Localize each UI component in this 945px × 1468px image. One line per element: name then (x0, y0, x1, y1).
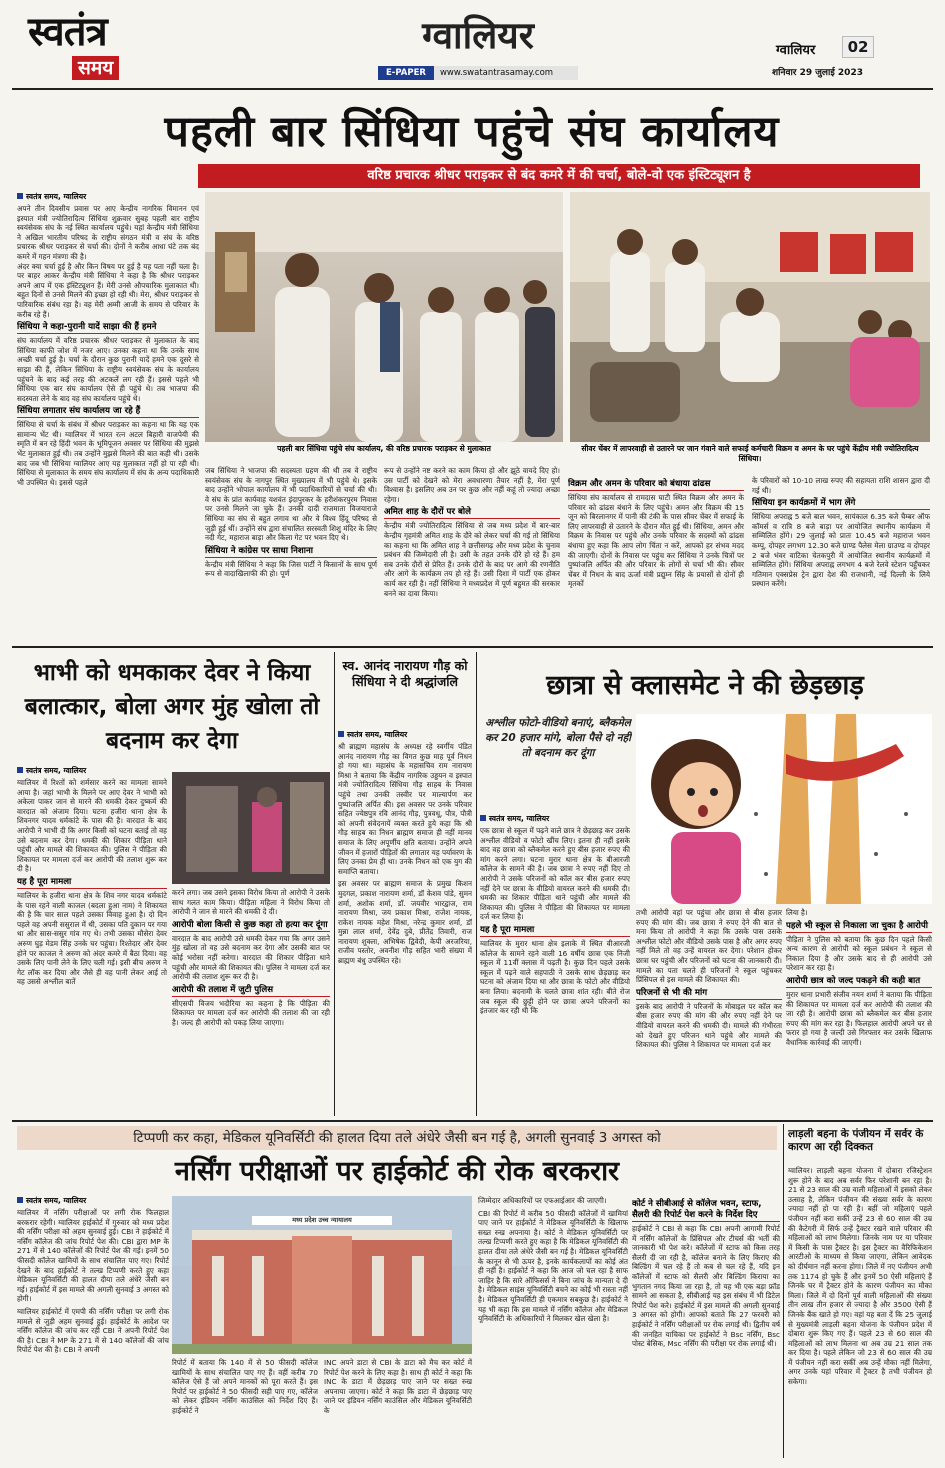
story4-column-3 (786, 908, 932, 1116)
masthead-divider (12, 88, 933, 90)
family-visit-photo-illustration (570, 192, 930, 442)
lead-subhead: सिंधिया इन कार्यक्रमों में भाग लेंगे (752, 498, 930, 510)
city-title: ग्वालियर (422, 14, 534, 57)
story3-headline: स्व. आनंद नारायण गौड़ को सिंधिया ने दी श्रद्धांजलि (342, 658, 468, 689)
story5-subhead: कोर्ट ने सीबीआई से कॉलेज भवन, स्टाफ, सैलरी की रिपोर्ट पेश करने के निर्देश दिए (632, 1199, 780, 1222)
lead-subhead: विक्रम और अमन के परिवार को बंधाया ढांढस (568, 479, 744, 491)
epaper-label: E-PAPER (378, 66, 434, 80)
lead-paragraph: सिंधिया अपराह्न 5 बजे बाल भवन, सायंकाल 6.35 बजे चैम्बर ऑफ कॉमर्स व रात्रि 8 बजे बाड़ा पर आयोजित स्थानीय कार्यक्रम में सम्मिलित होंगे। 29 जुलाई को प्रातः 10.45 बजे महाराज भवन कम्पू, दोपहर लगभग 12.30 बजे ग्राण्ड पैलेस मेला ग्राउण्ड व दोपहर 2 बजे भंवर वाटिका चेतकपुरी में आयोजित स्थानीय कार्यक्रमों में सम्मिलित होंगे। सिंधिया अपराह्न लगभग 4 बजे रेलवे स्टेशन पहुँचकर गतिमान एक्सप्रेस ट्रेन द्वारा देश की राजधानी, नई दिल्ली के लिये प्रस्थान करेंगे। (752, 512, 930, 589)
lead-subhead: सिंधिया लगातार संघ कार्यालय जा रहे हैं (17, 406, 199, 418)
story2-column-2 (172, 888, 330, 1116)
story5-paragraph: ग्वालियर हाईकोर्ट में एमपी की नर्सिंग परीक्षा पर लगी रोक मामले से जुड़ी अहम सुनवाई हुई। हाईकोर्ट के आदेश पर नर्सिंग कॉलेज की जांच कर रही CBI ने अपनी रिपोर्ट पेश की है। CBI ने MP के 271 में से 140 कॉलेजों की जांच रिपोर्ट पेश की है। CBI ने अपनी (17, 1306, 169, 1355)
meeting-photo-illustration (205, 192, 563, 442)
column-divider (783, 1124, 784, 1458)
epaper-bar (378, 66, 578, 80)
story5-headline: नर्सिंग परीक्षाओं पर हाईकोर्ट की रोक बरकरार (174, 1156, 620, 1187)
story2-paragraph: सीएसपी विजय भदौरिया का कहना है कि पीड़िता की शिकायत पर मामला दर्ज कर आरोपी की तलाश की जा रही है। जल्द ही आरोपी को पकड़ लिया जाएगा। (172, 998, 330, 1027)
story4-column-2 (636, 908, 782, 1116)
story2-paragraph: वारदात के बाद आरोपी उसे धमकी देकर गया कि अगर उसने मुंह खोला तो वह उसे बदनाम कर देगा और उसकी बात पर कोई भरोसा नहीं करेगा। वारदात की शिकार पीड़िता थाने पहुंची और मामले की शिकायत की। पुलिस ने मामला दर्ज कर आरोपी की तलाश शुरू कर दी है। (172, 933, 330, 982)
lead-paragraph: संघ कार्यालय में वरिष्ठ प्रचारक श्रीधर पराड़कर से मुलाकात के बाद सिंधिया काफी जोश में नजर आए। उनका कहना था कि उनके साथ अच्छी चर्चा हुई है। चर्चा के दौरान कुछ पुरानी यादें हमने एक दूसरे से साझा की हैं, लेकिन सिंधिया के राष्ट्रीय स्वयंसेवक संघ के कार्यालय पहुंचने के बाद कई तरह की अटकलें लग रही हैं। इससे पहले भी सिंधिया एक बार संघ कार्यालय ऐसे ही पहुंचे थे। तब भाजपा की सदस्यता लेने के बाद वह संघ कार्यालय पहुंचे थे। (17, 336, 199, 403)
lead-column-5 (752, 476, 930, 640)
story5-column-5 (632, 1196, 780, 1458)
column-divider (334, 652, 335, 1116)
issue-date: शनिवार 29 जुलाई 2023 (772, 68, 863, 78)
lead-column-1 (17, 192, 199, 640)
story2-subhead: आरोपी की तलाश में जुटी पुलिस (172, 985, 330, 997)
lead-photo-family-visit (570, 192, 930, 442)
story3-body (338, 730, 472, 1116)
lead-paragraph: अपने तीन दिवसीय प्रवास पर आए केन्द्रीय नागरिक विमानन एवं इस्पात मंत्री ज्योतिरादित्य सिंधिया शुक्रवार सुबह पहली बार राष्ट्रीय स्वयंसेवक संघ के नई स्थित कार्यालय पहुंचे। यहां केन्द्रीय मंत्री सिंधिया ने अखिल भारतीय परिषद के राष्ट्रीय संगठन मंत्री व संघ के वरिष्ठ प्रचारक श्रीधर पराड़कर से चर्चा की। दोनों ने करीब आधा घंटे तक बंद कमरे में गहन मंत्रणा की है। (17, 204, 199, 261)
story4-headline: छात्रा से क्लासमेट ने की छेड़छाड़ (546, 670, 864, 701)
lead-paragraph: अंदर क्या चर्चा हुई है और किन विषय पर हुई है यह पता नहीं चला है। पर बाहर आकर केन्द्रीय मंत्री सिंधिया ने कहा है कि श्रीधर पराड़कर अपने आप में एक इंस्टिट्यूशन हैं। मेरी उनसे औपचारिक मुलाकात थी। बहुत दिनों से उनसे मिलने की इच्छा हो रही थी। मेरा, श्रीधर पराड़कर से पारिवारिक संबंध रहा है। वह मेरी अम्मी आजी के समय से परिवार के करीब रहे हैं। (17, 261, 199, 319)
lead-subhead: अमित शाह के दौरों पर बोले (384, 507, 560, 519)
lead-photo1-caption: पहली बार सिंधिया पहुंचे संघ कार्यालय, की वरिष्ठ प्रचारक पराड़कर से मुलाकात (277, 444, 491, 453)
masthead (0, 0, 945, 92)
lead-column-3 (384, 466, 560, 640)
cartoon-illustration (636, 714, 932, 904)
story3-paragraph: इस अवसर पर ब्राह्मण समाज के प्रमुख किशन मुदगल, प्रकाश नारायण शर्मा, डॉ केशव पांडे, सुमन शर्मा, अशोक शर्मा, डॉ. जयवीर भारद्वाज, राम नारायण मिश्रा, जय प्रकाश मिश्रा, राजेश नायक, राकेश नायक महेश मिश्रा, नरेन्द्र कुमार शर्मा, डॉ मुन्ना लाल शर्मा, देवेंद्र दुबे, प्रीतेंद्र तिवारी, राज नारायण शुक्ला, अभिषेक द्विवेदी, केपी अरजरिया, राजीव पस्तोर, अवनीश गौड़ सहित भारी संख्या में ब्राह्मण बंधु उपस्थित रहे। (338, 879, 472, 966)
story3-paragraph: श्री ब्राह्मण महासंघ के अध्यक्ष रहे स्वर्गीय पंडित आनंद नारायण गौड़ का विगत कुछ माह पूर्व निधन हो गया था। महासंघ के महासचिव राम नारायण मिश्रा ने बताया कि केंद्रीय नागरिक उड्डयन व इस्पात मंत्री ज्योतिरादित्य सिंधिया गौड़ साहब के निवास पहुंचे तथा उनकी तस्वीर पर माल्यार्पण कर पुष्पांजलि अर्पित की। इस अवसर पर उनके परिवार सहित ज्येष्ठपुत्र रवि आनंद गौड़, पुत्रवधू, पौत्र, पौत्री को अपनी संवेदनायें व्यक्त करते हुये कहा कि श्री गौड़ साहब का निधन ब्राह्मण समाज ही नहीं मानव समाज के लिए अपूर्णीय क्षति बताया। उन्होंने अपने जीवन में हजारों पीड़ितों की लगातार यह पर्यावरण के लिए उनका प्रेम ही था। उनके निधन को एक युग की समाप्ति बताया। (338, 742, 472, 876)
logo (28, 10, 158, 88)
lead-paragraph: के परिवारों को 10-10 लाख रुपए की सहायता राशि शासन द्वारा दी गई थी। (752, 476, 930, 495)
section-divider (12, 1120, 933, 1122)
section-divider (12, 646, 933, 648)
lead-photo2-caption: सीवर चेंबर में लापरवाही से उतारने पर जान गंवाने वाले सफाई कर्मचारी विक्रम व अमन के घर पहुंचे केंद्रीय मंत्री ज्योतिरादित्य सिंधिया। (581, 444, 919, 463)
story2-paragraph: ग्वालियर में रिश्तों को शर्मसार करने का मामला सामने आया है। जहां भाभी के मिलने पर आए देवर ने भाभी को अकेला पाकर जान से मारने की धमकी देकर दुष्कर्म की वारदात को अंजाम दिया। घटना हजीरा थाना क्षेत्र के शिवनगर यादव धर्मकांटे के पास की है। वारदात के बाद आरोपी ने भाभी दी कि अगर किसी को घटना बताई तो वह उसे बदनाम कर देगा। धमकी की शिकार पीड़िता थाने पहुंची और मामले की शिकायत की। पुलिस ने पीड़िता की शिकायत पर मामला दर्ज कर आरोपी की तलाश शुरू कर दी है। (17, 778, 167, 874)
story4-paragraph: ग्वालियर के मुरार थाना क्षेत्र इलाके में स्थित वीआरजी कॉलेज के सामने रहने वाली 16 वर्षीय छात्रा एक निजी स्कूल में 11वीं क्लास में पढ़ती है। कुछ दिन पहले उसके स्कूल में पढ़ने वाले सहपाठी ने उसके साथ छेड़छाड़ कर घटना को अंजाम दिया था और छात्रा के फोटो और वीडियो बना लिया। बदनामी के चलते छात्रा शांत रही। बीते रोज जब स्कूल की छुट्टी होने पर छात्रा अपने परिजनों का इंतजार कर रही थी कि (480, 938, 630, 1016)
story4-subhead: परिजनों से भी की मांग (636, 988, 782, 1000)
story5-column-3 (324, 1358, 472, 1458)
crime-scene-photo-illustration (172, 772, 330, 884)
lead-column-2 (205, 466, 377, 640)
story4-paragraph: एक छात्रा से स्कूल में पढ़ने वाले छात्र ने छेड़छाड़ कर उसके अश्लील वीडियो व फोटो खींच लिए। इतना ही नहीं इसके बाद वह छात्रा को ब्लैकमेल करने हुए बीस हजार रुपए की मांग करने लगा। घटना मुरार थाना क्षेत्र के बीआरजी कॉलेज के सामने की है। जब छात्रा ने रुपए नहीं दिए तो आरोपी ने उसके परिजनों को कॉल कर बीस हजार रुपए नहीं देने पर छात्रा के वीडियो वायरल करने की धमकी दी। धमकी का शिकार पीड़िता थाने पहुंची और मामले की शिकायत की। पुलिस ने पीड़िता की शिकायत पर मामला दर्ज कर लिया है। (480, 826, 630, 922)
lead-paragraph: सिंधिया संघ कार्यालय से रामदास घाटी स्थित विक्रम और अमन के परिवार को ढांढस बंधाने के लिए पहुंचे। अमन और विक्रम की 15 जून को बिरलानगर में पानी की टंकी के पास सीवर चेंबर में सफाई के लिए लापरवाही से उतारने के दौरान मौत हुई थी। सिंधिया, अमन और विक्रम के निवास पर पहुंचे और उनके परिवार के सदस्यों को ढांढस बंधाया हुए कहा कि आप लोग चिंता न करें, आपको हर संभव मदद की जाएगी। दोनों के निवास पर पहुंच कर सिंधिया ने उनके चित्रों पर पुष्पांजलि अर्पित की और परिवार के लोगों से चर्चा भी की। सीवर चेंबर में निधन के बाद ऊर्जा मंत्री प्रद्युम्न सिंह के प्रयासों से दोनों ही मृतकों (568, 493, 744, 589)
story3-dateline: स्वतंत्र समय, ग्वालियर (338, 730, 472, 740)
story4-subhead: आरोपी छात्र को जल्द पकड़ने की कही बात (786, 976, 932, 988)
story2-headline: भाभी को धमकाकर देवर ने किया बलात्कार, बोला अगर मुंह खोला तो बदनाम कर देगा (24, 660, 320, 754)
story4-dateline: स्वतंत्र समय, ग्वालियर (480, 814, 630, 824)
story4-paragraph: मुरार थाना प्रभारी संजीव नयन शर्मा ने बताया कि पीड़िता की शिकायत पर मामला दर्ज कर आरोपी की तलाश की जा रही है। आरोपी छात्रा को ब्लैकमेल कर बीस हजार रुपए की मांग कर रहा है। फिलहाल आरोपी अपने घर से फरार हो गया है जल्दी उसे गिरफ्तार कर उसके खिलाफ वैधानिक कार्रवाई की जाएगी। (786, 989, 932, 1047)
story2-dateline: स्वतंत्र समय, ग्वालियर (17, 766, 167, 776)
lead-strap: वरिष्ठ प्रचारक श्रीधर पराड़कर से बंद कमरे में की चर्चा, बोले-वो एक इंस्टिट्यूशन है (198, 164, 920, 188)
column-divider (476, 652, 477, 1116)
lead-paragraph: रूप से उन्होंने नष्ट करने का काम किया हो और झूठे वायदे दिए हो। उस पार्टी को देखने को मेरा अवधारणा तैयार नहीं है, मेरा पूर्ण विश्वास है। इसलिए अब उन पर कुछ और नहीं कहूं तो ज्यादा अच्छा रहेगा। (384, 466, 560, 504)
story5-paragraph: रिपोर्ट में बताया कि 140 में से 50 फीसदी कॉलेज खामियों के साथ संचालित पाए गए हैं। वहीं करीब 70 कॉलेज ऐसे हैं जो अपने मानकों को पूरा करते हैं। इस रिपोर्ट पर हाईकोर्ट ने 50 फीसदी सही पाए गए, कॉलेज को लेकर इंडियन नर्सिंग काउंसिल को निर्देश दिए हैं। हाईकोर्ट ने (172, 1358, 318, 1415)
story2-paragraph: ग्वालियर के हजीरा थाना क्षेत्र के शिव नगर यादव धर्मकांटे के पास रहने वाली काजल (बदला हुआ नाम) ने शिकायत की है कि चार साल पहले उसका विवाह हुआ है। दो दिन पहले वह अपनी ससुराल में थी, उसका पति दुकान पर गया था और सास-ससुर गांव गए थे। तभी उसका मौसेरा देवर अरुण घुड़ मेडम सिंह उनके घर पहुंचा। रिश्तेदार और देवर होने पर काजल ने अरुण को अंदर कमरे में बैठा दिया। वह उसके लिए पानी लेने के लिए चली गई। इसी बीच अरुण ने गेट लॉक कर दिया और जैसे ही वह पानी लेकर आई तो वह उससे अश्लील बातें (17, 890, 167, 987)
page-number: 02 (842, 36, 874, 58)
logo-bottom: समय (72, 56, 119, 80)
story4-cartoon (636, 714, 932, 904)
lead-column-4 (568, 476, 744, 640)
story2-paragraph: करने लगा। जब उसने इसका विरोध किया तो आरोपी ने उसके साथ गलत काम किया। पीड़िता महिला ने विरोध किया तो आरोपी ने जान से मारने की धमकी दे दी। (172, 888, 330, 917)
story2-subhead: आरोपी बोला किसी से कुछ कहा तो हत्या कर दूंगा (172, 920, 330, 932)
story6-paragraph: ग्वालियर। लाड़ली बहना योजना में दोबारा रजिस्ट्रेशन शुरू होने के बाद अब सर्वर फिर परेशानी बन रहा है। 21 से 23 साल की उम्र वाली महिलाओं में इसको लेकर उत्साह है, लेकिन पंजीयन की संख्या सर्वर के कारण ज्यादा नहीं हो पा रही है। बहीं जो महिलाएं पहले पंजीयन नहीं करा सकीं उन्हें 23 से 60 साल की उम्र की कैटेगरी में सिर्फ उन्हें ट्रैक्टर रखने वाले परिवार की महिलाओं को लाभ मिलेगा। जिनके नाम पर या परिवार में किसी के पास ट्रैक्टर है। इस ट्रैक्टर का वैरिफिकेशन आरटीओ के माध्यम से किया जाएगा, लेकिन आवेदक को दीर्घमान नहीं करना होगा। जिले में नए पंजीयन अभी तक 1174 हो चुके हैं और इनमें 50 ऐसी महिलाएं हैं जिनके घर में ट्रैक्टर होने के कारण पंजीयन का मौका मिला। जिले में दो दिनों पूर्व वाली महिलाओं की संख्या तीन लाख तीन हजार से ज्यादा है और 3500 ऐसी हैं जिनके बैंक खाते हो गए। वहां यह बता दें कि 25 जुलाई से मुख्यमंत्री लाड़ली बहना योजना के पंजीयन प्रदेश में दोबारा शुरू किए गए हैं। पहले 23 से 60 साल की महिलाओं को लाभ मिलना था अब उम्र 21 साल तक कर दिया है। पहले लेकिन जो 23 से 60 साल की उम्र में पंजीयन नहीं करा सकीं अब उन्हें मौका नहीं मिलेगा, अगर उनके यहां परिवार में ट्रैक्टर है तभी पंजीयन हो सकेगा। (788, 1166, 932, 1387)
story4-column-1 (480, 814, 630, 1116)
story5-photo-highcourt (172, 1196, 472, 1354)
story5-paragraph: ग्वालियर में नर्सिंग परीक्षाओं पर लगी रोक फिलहाल बरकरार रहेगी। ग्वालियर हाईकोर्ट में गुरुवार को मध्य प्रदेश की नर्सिंग परीक्षा को अहम सुनवाई हुई। CBI ने हाईकोर्ट में नर्सिंग कॉलेज की जांच रिपोर्ट पेश की। CBI द्वारा MP के 271 में से 140 कॉलेजों की रिपोर्ट पेश की गई। इनमें 50 फीसदी कॉलेज खामियों के साथ संचालित पाए गए। रिपोर्ट देखने के बाद हाईकोर्ट ने तल्ख टिप्पणी करते हुए कहा मेडिकल यूनिवर्सिटी की हालत दीया तले अंधेरे जैसी बन गई। हाईकोर्ट में इस मामले की अगली सुनवाई 3 अगस्त को होगी। (17, 1208, 169, 1304)
story4-subhead: पहले भी स्कूल से निकाला जा चुका है आरोपी (786, 921, 932, 933)
story4-paragraph: लिया है। (786, 908, 808, 917)
lead-paragraph: केन्द्रीय मंत्री ज्योतिरादित्य सिंधिया से जब मध्य प्रदेश में बार-बार केन्द्रीय गृहमंत्री अमित शाह के दौरे को लेकर चर्चा की गई तो सिंधिया का कहना था कि अमित शाह ने छत्तीसगढ़ और मध्य प्रदेश के चुनाव प्रबंधन की जिम्मेदारी ली है। उसी के तहत उनके दौरे हो रहे हैं। हम सब उनके दौरों से प्रेरित हैं। उनके दौरों के बाद पर आगे की रणनीति और आगे के कार्यक्रम तय हो रहे हैं। उसी दिशा में पार्टी एक होकर कार्य कर रही है। नहीं सिंधिया ने मध्यप्रदेश में पूर्ण बहुमत की सरकार बनने का दावा किया। (384, 521, 560, 598)
lead-headline: पहली बार सिंधिया पहुंचे संघ कार्यालय (164, 107, 780, 157)
lead-paragraph: सिंधिया से चर्चा के संबंध में श्रीधर पराड़कर का कहना था कि यह एक सामान्य भेंट थी। ग्वालियर में भारत रत्न अटल बिहारी वाजपेयी की स्मृति में बन रहे हिंदी भवन के भूमिपूजन अवसर पर सिंधिया की मुझसे भेंट मुलाकात हुई थी। तब उन्होंने मुझसे मिलने की बात कही थी। उसके बाद जब भी सिंधिया ग्वालियर आए यह मुलाकात नहीं हो पा रही थी। सिंधिया से मुलाकात के समय संघ कार्यालय में संघ के अन्य पदाधिकारी भी उपस्थित थे। इससे पहले (17, 420, 199, 487)
story4-paragraph: इसके बाद आरोपी ने परिजनों के मोबाइल पर कॉल कर बीस हजार रुपए की मांग की और रुपए नहीं देने पर वीडियो वायरल करने की धमकी दी। मामले की गंभीरता को देखते हुए परिजन थाने पहुंचे और मामले की शिकायत की। पुलिस ने शिकायत पर मामला दर्ज कर (636, 1001, 782, 1050)
story4-subhead: यह है पूरा मामला (480, 925, 630, 937)
story6-body (788, 1166, 932, 1458)
lead-subhead: सिंधिया ने कहा-पुरानी यादें साझा की हैं हमने (17, 322, 199, 334)
story2-photo (172, 772, 330, 884)
logo-top: स्वतंत्र (28, 9, 107, 55)
story5-column-4 (478, 1196, 628, 1458)
lead-photo-meeting (205, 192, 563, 442)
page-city: ग्वालियर (776, 43, 816, 58)
story4-paragraph: तभी आरोपी वहां पर पहुंचा और छात्रा से बीस हजार रुपए की मांग की। जब छात्रा ने रुपए देने की बात से मना किया तो आरोपी ने कहा कि उसके पास उसके अश्लील फोटो और वीडियो उसके पास है और अगर रुपए नहीं मिले तो वह उन्हें वायरल कर देगा। परेशान होकर छात्रा घर पहुंची और परिजनों को घटना की जानकारी दी। मामले का पता चलते ही परिजनों ने स्कूल पहुंचकर प्रिंसिपल से इस मामले की शिकायत की। (636, 908, 782, 985)
story2-column-1 (17, 766, 167, 1116)
story5-column-1 (17, 1196, 169, 1458)
story2-subhead: यह है पूरा मामला (17, 877, 167, 889)
story5-paragraph: CBI की रिपोर्ट में करीब 50 फीसदी कॉलेजों में खामियां पाए जाने पर हाईकोर्ट ने मेडिकल यूनिवर्सिटी के खिलाफ सख्त रुख अपनाया है। कोर्ट ने मेडिकल यूनिवर्सिटी पर तल्ख टिप्पणी करते हुए कहा है कि मेडिकल यूनिवर्सिटी की हालत दीया तले अंधेरे जैसी बन गई है। मेडिकल यूनिवर्सिटी के कानून से भी ऊपर है, इनके कार्यकलापों का कोई अंत ही नहीं है। हाईकोर्ट ने कहा कि आज जो चल रहा है साफ जाहिर है कि सारे ऑफिसर्स ने बिना जांच के मान्यता दे दी है। मेडिकल साइंस यूनिवर्सिटी बचने का कोई भी रास्ता नहीं है। मेडिकल यूनिवर्सिटी ही एकमात्र सबकुछ है। हाईकोर्ट ने यह भी कहा कि इस मामले में नर्सिंग कॉलेज और मेडिकल यूनिवर्सिटी के अधिकारियों ने मिलकर खेल खेला है। (478, 1208, 628, 1324)
story5-paragraph: जिम्मेदार अधिकारियों पर एफआईआर की जाएगी। (478, 1196, 607, 1205)
story5-dateline: स्वतंत्र समय, ग्वालियर (17, 1196, 169, 1206)
website-link[interactable]: www.swatantrasamay.com (434, 66, 578, 80)
lead-paragraph: जब सिंधिया ने भाजपा की सदस्यता ग्रहण की थी तब वे राष्ट्रीय स्वयंसेवक संघ के नागपुर स्थित मुख्यालय में भी पहुंचे थे। इसके बाद उन्होंने भोपाल कार्यालय में भी पदाधिकारियों से चर्चा की थी। वे संघ के प्रांत कार्यवाह यशवंत इंदापुरकर के हरीशंकरपुरम निवास पर उनसे मिलने जा चुके हैं। उनकी दादी राजमाता विजयाराजे सिंधिया का संघ से बहुत लगाव था और वे विश्व हिंदू परिषद से जुड़ी हुई थीं। उन्होंने संघ द्वारा संचालित सरस्वती शिशु मंदिर के लिए नदी गेट, महाराज बाड़ा और किला गेट पर भवन दिए थे। (205, 466, 377, 543)
story6-headline: लाड़ली बहना के पंजीयन में सर्वर के कारण आ रही दिक्कत (788, 1128, 924, 1153)
story4-strap: अश्लील फोटो-वीडियो बनाएं, ब्लैकमेल कर 20 हजार मांगे, बोला पैसे दो नहीं तो बदनाम कर दूंगा (485, 717, 631, 759)
lead-dateline: स्वतंत्र समय, ग्वालियर (17, 192, 199, 202)
lead-paragraph: केन्द्रीय मंत्री सिंधिया ने कहा कि जिस पार्टी ने किसानों के साथ पूर्ण रूप से वादाखिलाफी की हो। पूर्ण (205, 559, 377, 579)
story5-paragraph: INC अपने डाटा से CBI के डाटा को मैच कर कोर्ट में रिपोर्ट पेश करने के लिए कहा है। साथ ही कोर्ट ने कहा कि INC के डाटा में छेड़छाड़ पाए जाने पर सख्त रुख अपनाया जाएगा। कोर्ट ने कहा कि डाटा में छेड़छाड़ पाए जाने पर इंडियन नर्सिंग काउंसिल और मेडिकल यूनिवर्सिटी के (324, 1358, 472, 1415)
story4-paragraph: पीड़िता ने पुलिस को बताया कि कुछ दिन पहले किसी अन्य कारण से आरोपी को स्कूल प्रबंधन ने स्कूल से निकाल दिया है और उसके बाद से ही आरोपी उसे परेशान कर रहा है। (786, 934, 932, 973)
highcourt-sign: मध्य प्रदेश उच्च न्यायालय (252, 1216, 392, 1225)
story5-kicker: टिप्पणी कर कहा, मेडिकल यूनिवर्सिटी की हालत दिया तले अंधेरे जैसी बन गई है, अगली सुनवाई 3 अगस्त को (17, 1126, 777, 1150)
story5-column-2 (172, 1358, 318, 1458)
lead-subhead: सिंधिया ने कांग्रेस पर साधा निशाना (205, 546, 377, 558)
story5-paragraph: हाईकोर्ट ने CBI से कहा कि CBI अपनी आगामी रिपोर्ट में नर्सिंग कॉलेजों के प्रिंसिपल और टीचर्स की भर्ती की जानकारी भी पेश करे। कॉलेजों में स्टाफ को किस तरह सैलरी दी जा रही है, कॉलेज बनाने के लिए किराए की बिल्डिंग में चल रहे हैं तो कब से चल रहे हैं, यदि इन कॉलेजों में स्टाफ को सैलरी और बिल्डिंग किराया का भुगतान नगद किया जा रहा है, तो यह भी एक बड़ा फ्रॉड सामने आ सकता है, सीबीआई यह इस संबंध में भी डिटेल रिपोर्ट पेश करे। हाईकोर्ट में इस मामले की अगली सुनवाई 3 अगस्त को होगी। आपको बताते कि 27 फरवरी को हाईकोर्ट ने नर्सिंग परीक्षाओं पर रोक लगाई थी। द्वितीय वर्ष की जनहित याचिका पर हाईकोर्ट ने Bsc नर्सिंग, Bsc पोस्ट बेसिक, Msc नर्सिंग की परीक्षा पर रोक लगाई थी। (632, 1224, 780, 1349)
